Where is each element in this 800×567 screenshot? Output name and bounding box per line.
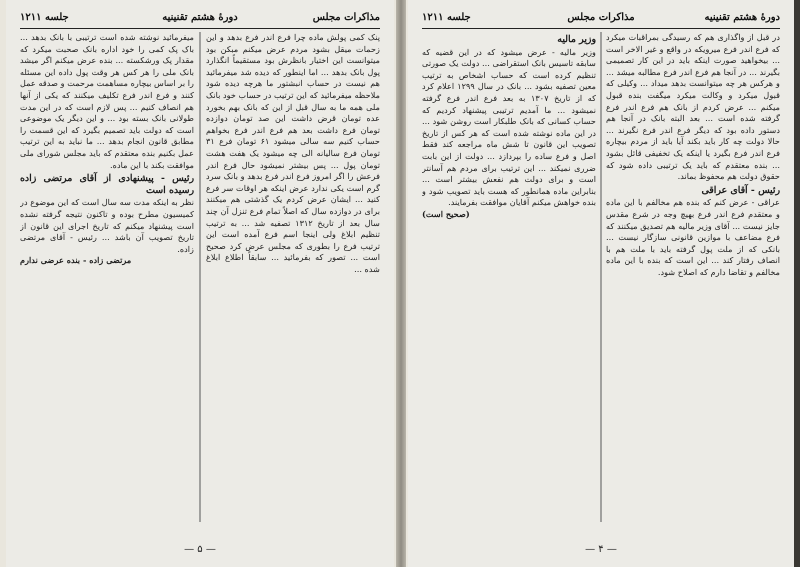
left-col-left-text-2: نظر به اینکه مدت سه سال است که این موضوع در کمیسیون مطرح بوده و تاکنون نتیجه گرفته نشده است پیشنهاد میکنم که تاریخ اجرای این قانون از تاریخ تصویب آن باشد ... رئیس - آقای مرتضی زاده. [20,197,194,254]
right-page-columns [422,32,780,522]
right-col-signature: (صحیح است) [422,208,470,219]
right-col-left-text: وزیر مالیه - عرض میشود که در این قضیه که سابقه تاسیس بانک استقراضی ... دولت یک صورتی تنظیم کرده است که حساب اشخاص به ترتیب معین تصفیه بشود ... بانک در سال ۱۲۹۹ اعلام کرد که از تاریخ ۱۳۰۷ به بعد فرع اندر فرع گرفته نمیشود ... ما آمدیم ترتیبی پیشنهاد کردیم که حساب کسانی که بانک طلبکار است روشن شود ... در این ماده نوشته شده است که هر کس از تاریخ تصویب این قانون تا شش ماه مراجعه کند فقط اصل و فرع ساده را بپردازد ... دولت از این بابت ضرری نمیکند ... این ترتیب برای مردم هم آسانتر است و برای دولت هم نفعش بیشتر است ... بنابراین ماده همانطور که هست باید تصویب شود و بنده خواهش میکنم آقایان موافقت بفرمایند. [422,46,596,208]
left-page-column-right [206,32,380,522]
right-col-right-text-2: عراقی - عرض کنم که بنده هم مخالفم با این ماده و معتقدم فرع اندر فرع بهیچ وجه در شرع مقدس جایز نیست ... آقای وزیر مالیه هم تصدیق میکنند که فرع مضاعف با موازین قانونی سازگار نیست ... بانکی که از ملت پول گرفته باید با ملت هم با انصاف رفتار کند ... این است که بنده با این ماده مخالفم و تقاضا دارم که اصلاح شود. [606,197,780,277]
left-col-right-text: پنک کمی پولش ماده چرا فرع اندر فرع بدهد و این زحمات میقل بشود مردم عرض میکنم مبکن بود میتوانست این اختیار بانظرش بود مستقیماً انگذارد پول بانک بدهد ... اما اینطور که دیده شد میفرمائید هم نیست در حساب انبشتور ما هرچه دیده شود ملاحظه میفرمائید که این ترتیب در حساب خود بانک ملی همه ما به سال قبل از این که بانک بهم بخورد عده تومان قرض داشت این صد تومان دوازده تومان فرع داشت بعد هم فرع اندر فرع بخواهم حساب کنیم سه سالی میشود ۶۱ تومان فرع ۳۱ تومان فرع سالیانه الی چه میشود یک هفت هشت تومان پول ... پس بیشتر نمیشود حال فرع اندر فرعش را اگر امروز فرع اندر فرع بدهد و بانک سرد گرم است یکی ندارد عرض اینکه هر اوقات سر فرع کنید ... ایشان عرض کردم یک گذشتی هم میکنند برای در دوازده سال که اصلاً تمام فرع تنزل آن چند سال بعد از تاریخ ۱۳۱۲ تصفیه شد ... به ترتیب تنظیم ابلاغ ولی اینجا اسم فرع آمده است این ترتیب فرع را بطوری که مجلس عرض کرد صحیح است ... تصور که بفرمائید ... سابقاً اطلاع ابلاغ شده ... [206,32,380,274]
right-page-column-right [606,32,780,522]
left-page-columns [20,32,380,522]
left-header-title: مذاکرات مجلس [312,12,380,23]
left-col-signature: مرتضی زاده - بنده عرضی ندارم [20,255,132,266]
left-page-column-left [20,32,194,522]
right-header-number: جلسه ۱۲۱۱ [422,12,471,23]
right-col-right-text: در قبل از واگذاری هم که رسیدگی بمراقبات میکرد که فرع اندر فرع میرویکه در واقع و غیر الاخر است ... بیخواهید صورت اینکه باید در این کار تصمیمی بگیرند ... در آنجا هم فرع اندر فرع مطالبه میشد ... و هرکس هر چه میتوانست بدهد میداد ... وکیلی که قبول میکرد و وکالت میکرد میگفت بنده قبول میکنم ... عرض کردم از بانک هم فرع اندر فرع گرفته شده است ... بعد البته بانک در آنجا هم دستور داده بود که دیگر فرع اندر فرع نگیرند ... حالا دولت چه کار باید بکند آیا باید از مردم بیچاره فرع اندر فرع بگیرد یا اینکه یک تخفیفی قائل بشود ... بنده معتقدم که باید یک ترتیبی داده شود که حقوق دولت هم محفوظ بماند. [606,32,780,182]
right-col-left-subtitle: وزیر مالیه [557,34,596,45]
right-page-header [422,10,780,29]
left-header-session: دورهٔ هشتم تقنینیه [162,12,238,23]
left-page-number: — ۵ — [184,544,216,555]
right-header-title: مذاکرات مجلس [567,12,635,23]
left-col-subtitle: رئیس - پیشنهادی از آقای مرتضی زاده رسیده است [20,173,194,196]
right-page [408,0,794,567]
page-edge-shadow [794,0,800,567]
right-header-session: دورهٔ هشتم تقنینیه [704,12,780,23]
column-divider [601,32,602,522]
left-header-number: جلسه ۱۲۱۱ [20,12,69,23]
left-page-header [20,10,380,29]
left-col-left-text: میفرمائید نوشته شده است ترتیبی با بانک بدهد ... باک پک کمی را خود اداره بانک صحبت میکرد که مقدار پک ورشکسته ... بنده عرض میکنم اگر میشد بانک ملی را هر کس هر وقت پول داده این مسئله را بر اساس بیچاره مساهمت مرحمت و صدقه عمل کنند و فرع اندر فرع تکلیف میکنند که یکی از آنها هم انصاف کنیم ... پس لازم است که در این مدت طولانی بانک بسته بود ... و این دیگر یک موضوعی است که دولت باید تصمیم بگیرد که این قسمت را مطابق قانون انجام بدهد ... ما نباید به این ترتیب عمل بکنیم بنده معتقدم که باید مجلس شورای ملی موافقت بکند با این ماده. [20,32,194,170]
book-gutter [396,0,406,567]
column-divider [200,32,201,522]
right-page-column-left [422,32,596,522]
right-col-subtitle: رئیس - آقای عراقی [701,184,780,196]
left-page [6,0,394,567]
right-page-number: — ۴ — [585,544,617,555]
